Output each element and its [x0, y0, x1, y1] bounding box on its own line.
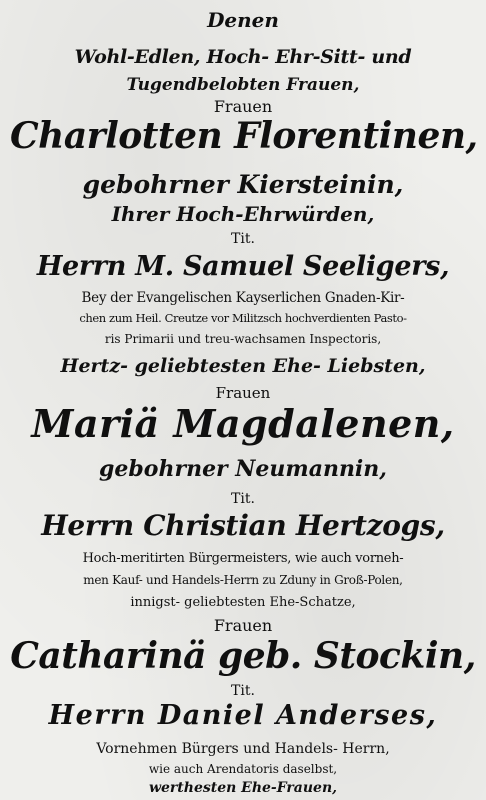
dedication-line-arendatoris: wie auch Arendatoris daselbst,	[148, 762, 338, 776]
dedication-line-frauen-3: Frauen	[213, 616, 273, 635]
dedication-line-tit-3: Tit.	[231, 683, 255, 699]
dedication-line-tugendbelobten: Tugendbelobten Frauen,	[126, 75, 360, 95]
dedication-line-buergermeisters: Hoch-meritirten Bürgermeisters, wie auch vorneh-	[82, 551, 404, 566]
heading-catharinae-stockin: Catharinä geb. Stockin,	[10, 635, 476, 677]
heading-daniel-anderses: Herrn Daniel Anderses,	[48, 700, 438, 731]
dedication-line-frauen-1: Frauen	[213, 97, 273, 116]
dedication-line-ehe-frauen: werthesten Ehe-Frauen,	[148, 780, 338, 796]
dedication-line-neumannin: gebohrner Neumannin,	[99, 456, 387, 482]
heading-christian-hertzogs: Herrn Christian Hertzogs,	[41, 509, 445, 542]
dedication-line-tit-1: Tit.	[231, 231, 255, 247]
dedication-line-heil-creutze: chen zum Heil. Creutze vor Militzsch hochverdienten Pasto-	[79, 311, 407, 325]
dedication-line-kiersteinin: gebohrner Kiersteinin,	[82, 170, 404, 199]
dedication-line-primarii: ris Primarii und treu-wachsamen Inspectoris,	[104, 332, 382, 346]
dedication-line-ehe-schatze: innigst- geliebtesten Ehe-Schatze,	[130, 595, 356, 610]
dedication-line-handels-herrn: Vornehmen Bürgers und Handels- Herrn,	[96, 741, 390, 757]
dedication-line-denen: Denen	[207, 8, 279, 32]
heading-charlotten-florentinen: Charlotten Florentinen,	[10, 115, 478, 157]
heading-mariae-magdalenen: Mariä Magdalenen,	[31, 401, 455, 446]
dedication-line-evangelischen: Bey der Evangelischen Kayserlichen Gnaden-Kir-	[81, 290, 405, 306]
dedication-line-honorifics: Wohl-Edlen, Hoch- Ehr-Sitt- und	[74, 46, 412, 68]
heading-samuel-seeligers: Herrn M. Samuel Seeligers,	[36, 251, 450, 282]
dedication-line-frauen-2: Frauen	[215, 384, 271, 402]
dedication-line-ehe-liebsten: Hertz- geliebtesten Ehe- Liebsten,	[60, 355, 426, 377]
dedication-line-zduny: men Kauf- und Handels-Herrn zu Zduny in Groß-Polen,	[83, 573, 403, 587]
dedication-line-tit-2: Tit.	[231, 491, 255, 507]
dedication-line-hoch-ehrwuerden: Ihrer Hoch-Ehrwürden,	[111, 202, 375, 226]
